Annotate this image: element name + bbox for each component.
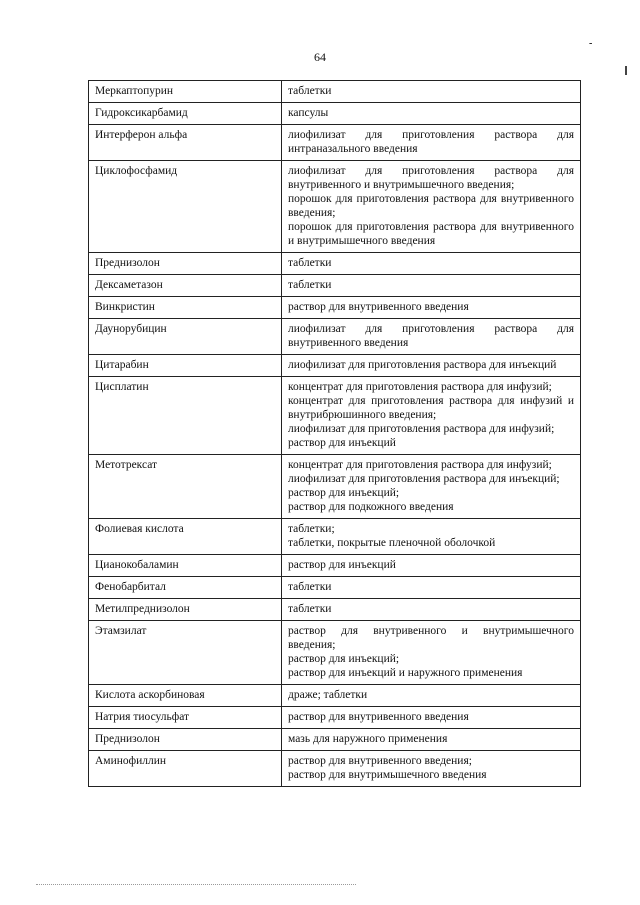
dosage-form-cell <box>282 377 581 455</box>
dosage-form-cell <box>282 685 581 707</box>
drug-name-cell: Аминофиллин <box>89 751 282 787</box>
dosage-form-line: таблетки; <box>288 523 335 535</box>
drug-name-cell: Цисплатин <box>89 377 282 455</box>
margin-mark <box>625 66 627 75</box>
dosage-form-line: лиофилизат для приготовления раствора для внутривенного и внутримышечного введения; <box>288 165 574 191</box>
drug-name-cell: Меркаптопурин <box>89 81 282 103</box>
drug-name-cell: Метотрексат <box>89 455 282 519</box>
dosage-form-cell <box>282 519 581 555</box>
dosage-form-line: раствор для подкожного введения <box>288 501 454 513</box>
table-row <box>89 729 581 751</box>
dosage-form-cell <box>282 275 581 297</box>
dosage-form-cell <box>282 599 581 621</box>
table-row <box>89 275 581 297</box>
dosage-form-line: мазь для наружного применения <box>288 733 448 745</box>
dosage-form-cell <box>282 253 581 275</box>
drug-table <box>88 80 581 787</box>
table-row <box>89 751 581 787</box>
table-row <box>89 599 581 621</box>
table-row <box>89 577 581 599</box>
dosage-form-line: порошок для приготовления раствора для внутривенного введения; <box>288 193 574 219</box>
dosage-form-line: таблетки <box>288 603 332 615</box>
dosage-form-line: капсулы <box>288 107 329 119</box>
table-row <box>89 103 581 125</box>
drug-name-cell: Метилпреднизолон <box>89 599 282 621</box>
dosage-form-line: порошок для приготовления раствора для внутривенного и внутримышечного введения <box>288 221 574 247</box>
dosage-form-line: раствор для инъекций; <box>288 653 400 665</box>
drug-name-cell: Винкристин <box>89 297 282 319</box>
drug-name-cell: Интерферон альфа <box>89 125 282 161</box>
dosage-form-cell <box>282 729 581 751</box>
drug-name-cell: Фолиевая кислота <box>89 519 282 555</box>
dosage-form-line: концентрат для приготовления раствора для инфузий и внутрибрюшинного введения; <box>288 395 574 421</box>
table-row <box>89 377 581 455</box>
table-row <box>89 519 581 555</box>
dosage-form-line: раствор для инъекций <box>288 437 396 449</box>
dosage-form-line: таблетки <box>288 581 332 593</box>
table-row <box>89 297 581 319</box>
dosage-form-cell <box>282 577 581 599</box>
dosage-form-line: таблетки <box>288 279 332 291</box>
drug-name-cell: Циклофосфамид <box>89 161 282 253</box>
corner-mark: - <box>589 38 593 49</box>
dosage-form-line: раствор для внутривенного введения; <box>288 755 472 767</box>
dosage-form-cell <box>282 707 581 729</box>
table-row <box>89 81 581 103</box>
drug-name-cell: Дексаметазон <box>89 275 282 297</box>
dosage-form-cell <box>282 297 581 319</box>
dosage-form-line: концентрат для приготовления раствора для инфузий; <box>288 459 552 471</box>
drug-name-cell: Натрия тиосульфат <box>89 707 282 729</box>
table-row <box>89 161 581 253</box>
dosage-form-line: раствор для внутривенного введения <box>288 711 469 723</box>
table-row <box>89 685 581 707</box>
dosage-form-line: драже; таблетки <box>288 689 368 701</box>
drug-name-cell: Цианокобаламин <box>89 555 282 577</box>
table-row <box>89 621 581 685</box>
table-row <box>89 253 581 275</box>
dosage-form-cell <box>282 319 581 355</box>
drug-name-cell: Преднизолон <box>89 253 282 275</box>
dosage-form-line: таблетки <box>288 85 332 97</box>
dosage-form-cell <box>282 125 581 161</box>
dosage-form-line: лиофилизат для приготовления раствора для интраназального введения <box>288 129 574 155</box>
drug-name-cell: Этамзилат <box>89 621 282 685</box>
drug-name-cell: Гидроксикарбамид <box>89 103 282 125</box>
table-row <box>89 355 581 377</box>
drug-name-cell: Фенобарбитал <box>89 577 282 599</box>
dosage-form-cell <box>282 355 581 377</box>
drug-name-cell: Цитарабин <box>89 355 282 377</box>
table-row <box>89 319 581 355</box>
dosage-form-line: раствор для внутривенного введения <box>288 301 469 313</box>
dosage-form-cell <box>282 555 581 577</box>
dosage-form-cell <box>282 621 581 685</box>
dosage-form-line: таблетки <box>288 257 332 269</box>
dosage-form-line: концентрат для приготовления раствора для инфузий; <box>288 381 552 393</box>
drug-name-cell: Даунорубицин <box>89 319 282 355</box>
drug-name-cell: Преднизолон <box>89 729 282 751</box>
dosage-form-cell <box>282 161 581 253</box>
dosage-form-cell <box>282 455 581 519</box>
dosage-form-line: таблетки, покрытые пленочной оболочкой <box>288 537 496 549</box>
dosage-form-line: лиофилизат для приготовления раствора для инъекций <box>288 359 557 371</box>
page-number: 64 <box>314 50 326 64</box>
dosage-form-line: раствор для инъекций; <box>288 487 400 499</box>
dosage-form-line: раствор для внутримышечного введения <box>288 769 487 781</box>
dosage-form-cell <box>282 103 581 125</box>
table-row <box>89 555 581 577</box>
dosage-form-line: лиофилизат для приготовления раствора для инфузий; <box>288 423 555 435</box>
table-row <box>89 125 581 161</box>
dosage-form-line: раствор для инъекций и наружного применения <box>288 667 523 679</box>
dosage-form-line: лиофилизат для приготовления раствора для инъекций; <box>288 473 560 485</box>
table-row <box>89 707 581 729</box>
dosage-form-line: раствор для инъекций <box>288 559 396 571</box>
dosage-form-line: лиофилизат для приготовления раствора для внутривенного введения <box>288 323 574 349</box>
scan-footer-noise <box>36 884 356 885</box>
dosage-form-cell <box>282 751 581 787</box>
drug-table-body <box>89 81 581 787</box>
dosage-form-line: раствор для внутривенного и внутримышечного введения; <box>288 625 574 651</box>
dosage-form-cell <box>282 81 581 103</box>
drug-name-cell: Кислота аскорбиновая <box>89 685 282 707</box>
table-row <box>89 455 581 519</box>
